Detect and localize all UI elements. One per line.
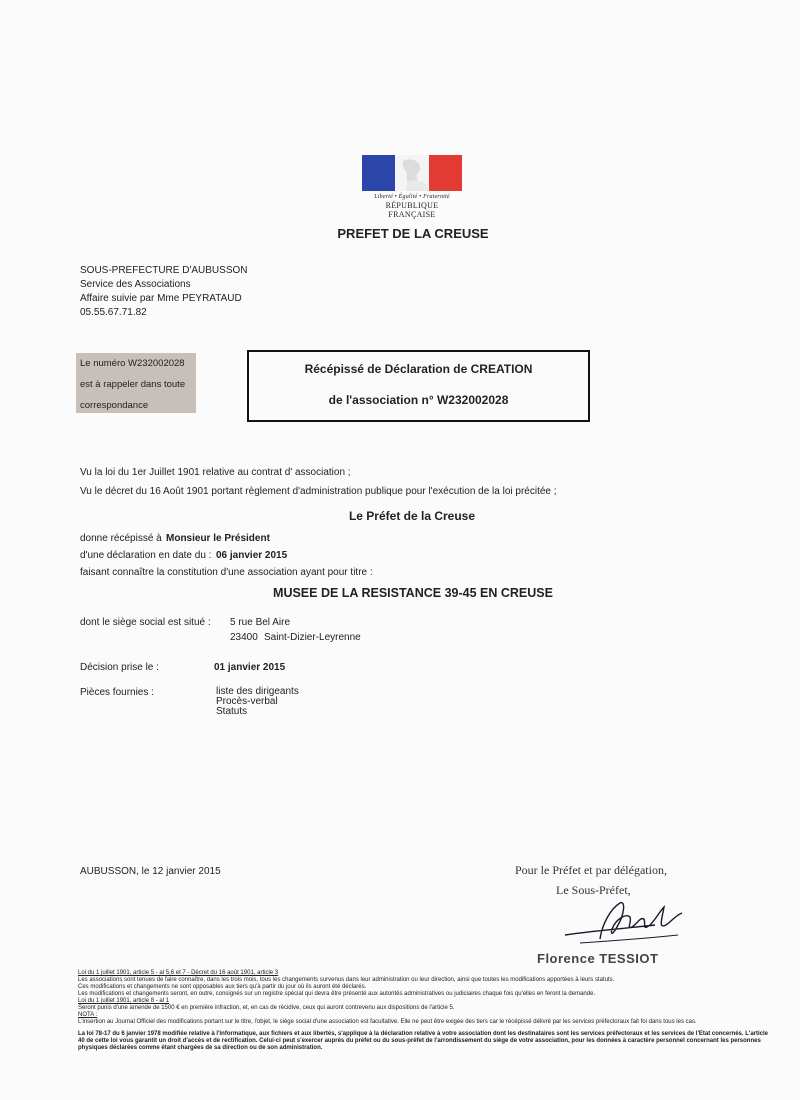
reference-note-line: est à rappeler dans toute [80,379,186,390]
association-number: de l'association n° W232002028 [328,393,509,407]
documents-label: Pièces fournies : [80,687,154,698]
receipt-title: Récépissé de Déclaration de CREATION [304,362,533,376]
footer-text: L'insertion au Journal Officiel des modifications portant sur le titre, l'objet, le siège social d'une association est facultative. Elle ne peut être exigée des tiers car le récépissé délivré par les services préfectoraux fait foi dans tous les cas. [78,1019,697,1025]
republique-francaise-logo [362,155,462,217]
document-item: Procès-verbal [216,696,278,707]
receipt-label: donne récépissé à [80,533,162,544]
address-city: Saint-Dizier-Leyrenne [264,632,361,643]
footer-text: La loi 78-17 du 6 janvier 1978 modifiée relative à l'informatique, aux fichiers et aux libertés, s'applique à la déclaration relative à votre association dont les destinataires sont les services préfectoraux et les services de l'Etat concernés. L'article 40 de cette loi vous garantit un droit d'accès et de rectification. Celui-ci peut s'exercer auprès du préfet ou du sous-préfet de l'arrondissement du siège de votre association, pour les données à caractère personnel concernant les personnes physiques déclarées comme étant chargées de sa direction ou de son administration. [78,1031,768,1051]
sender-office: SOUS-PREFECTURE D'AUBUSSON [80,265,248,276]
constitution-text: faisant connaître la constitution d'une association ayant pour titre : [80,567,373,578]
prefet-heading: Le Préfet de la Creuse [348,509,476,523]
signature-title: Le Sous-Préfet, [556,883,631,897]
declaration-date-label: d'une déclaration en date du : [80,550,212,561]
signatory-name: Florence TESSIOT [537,951,659,966]
logo-motto: Liberté • Égalité • Fraternité [374,194,450,200]
sender-block [80,264,248,320]
page-title: PREFET DE LA CREUSE [337,226,489,241]
reference-note-line: Le numéro W232002028 [80,358,185,369]
receipt-title-box [247,350,590,422]
recipient: Monsieur le Président [166,533,270,544]
sender-service: Service des Associations [80,279,191,290]
footer-text: Ces modifications et changements ne sont opposables aux tiers qu'à partir du jour où ils auront été déclarés. [78,984,367,990]
documents-list [216,687,299,717]
decision-label: Décision prise le : [80,662,159,673]
address-postal-code: 23400 [230,632,258,643]
place-date: AUBUSSON, le 12 janvier 2015 [80,866,221,877]
document-item: Statuts [216,706,248,717]
legal-basis [80,463,557,501]
footer-nota-title: NOTA : [78,1012,98,1018]
sender-phone: 05.55.67.71.82 [80,307,147,318]
footer-law1-title: Loi du 1 juillet 1901, article 5 - al 5,6 et 7 - Décret du 16 août 1901, article 3 [78,970,279,976]
footer-text: Seront punis d'une amende de 1500 € en première infraction, et, en cas de récidive, ceux qui auront contrevenu aux dispositions de l'article 5. [78,1005,455,1011]
association-name: MUSEE DE LA RESISTANCE 39-45 EN CREUSE [273,586,553,600]
declaration-date: 06 janvier 2015 [216,550,288,561]
address-label: dont le siège social est situé : [80,617,211,628]
legal-basis-decree: Vu le décret du 16 Août 1901 portant règlement d'administration publique pour l'exécution de la loi précitée ; [80,486,557,497]
signature-delegation: Pour le Préfet et par délégation, [515,863,667,877]
decision-date: 01 janvier 2015 [214,662,286,673]
reference-note [76,353,196,413]
marianne-flag-icon [362,155,462,191]
handwritten-signature-icon [560,895,690,950]
logo-republic-text: RÉPUBLIQUE FRANÇAISE [385,201,439,219]
legal-basis-law: Vu la loi du 1er Juillet 1901 relative au contrat d' association ; [80,467,351,478]
sender-contact: Affaire suivie par Mme PEYRATAUD [80,293,242,304]
footer-text: Les modifications et changements seront, en outre, consignés sur un registre spécial qui devra être présenté aux autorités administratives ou judiciaires chaque fois qu'elles en feront la demande. [78,991,596,997]
reference-note-line: correspondance [80,400,149,411]
address-street: 5 rue Bel Aire [230,617,291,628]
footer-text: Les associations sont tenues de faire connaître, dans les trois mois, tous les changements survenus dans leur administration ou leur direction, ainsi que toutes les modifications apportées à leurs statuts. [78,977,615,983]
footer-law2-title: Loi du 1 juillet 1901, article 8 - al 1 [78,998,170,1004]
footer-legal [78,970,768,1052]
document-item: liste des dirigeants [216,686,299,697]
